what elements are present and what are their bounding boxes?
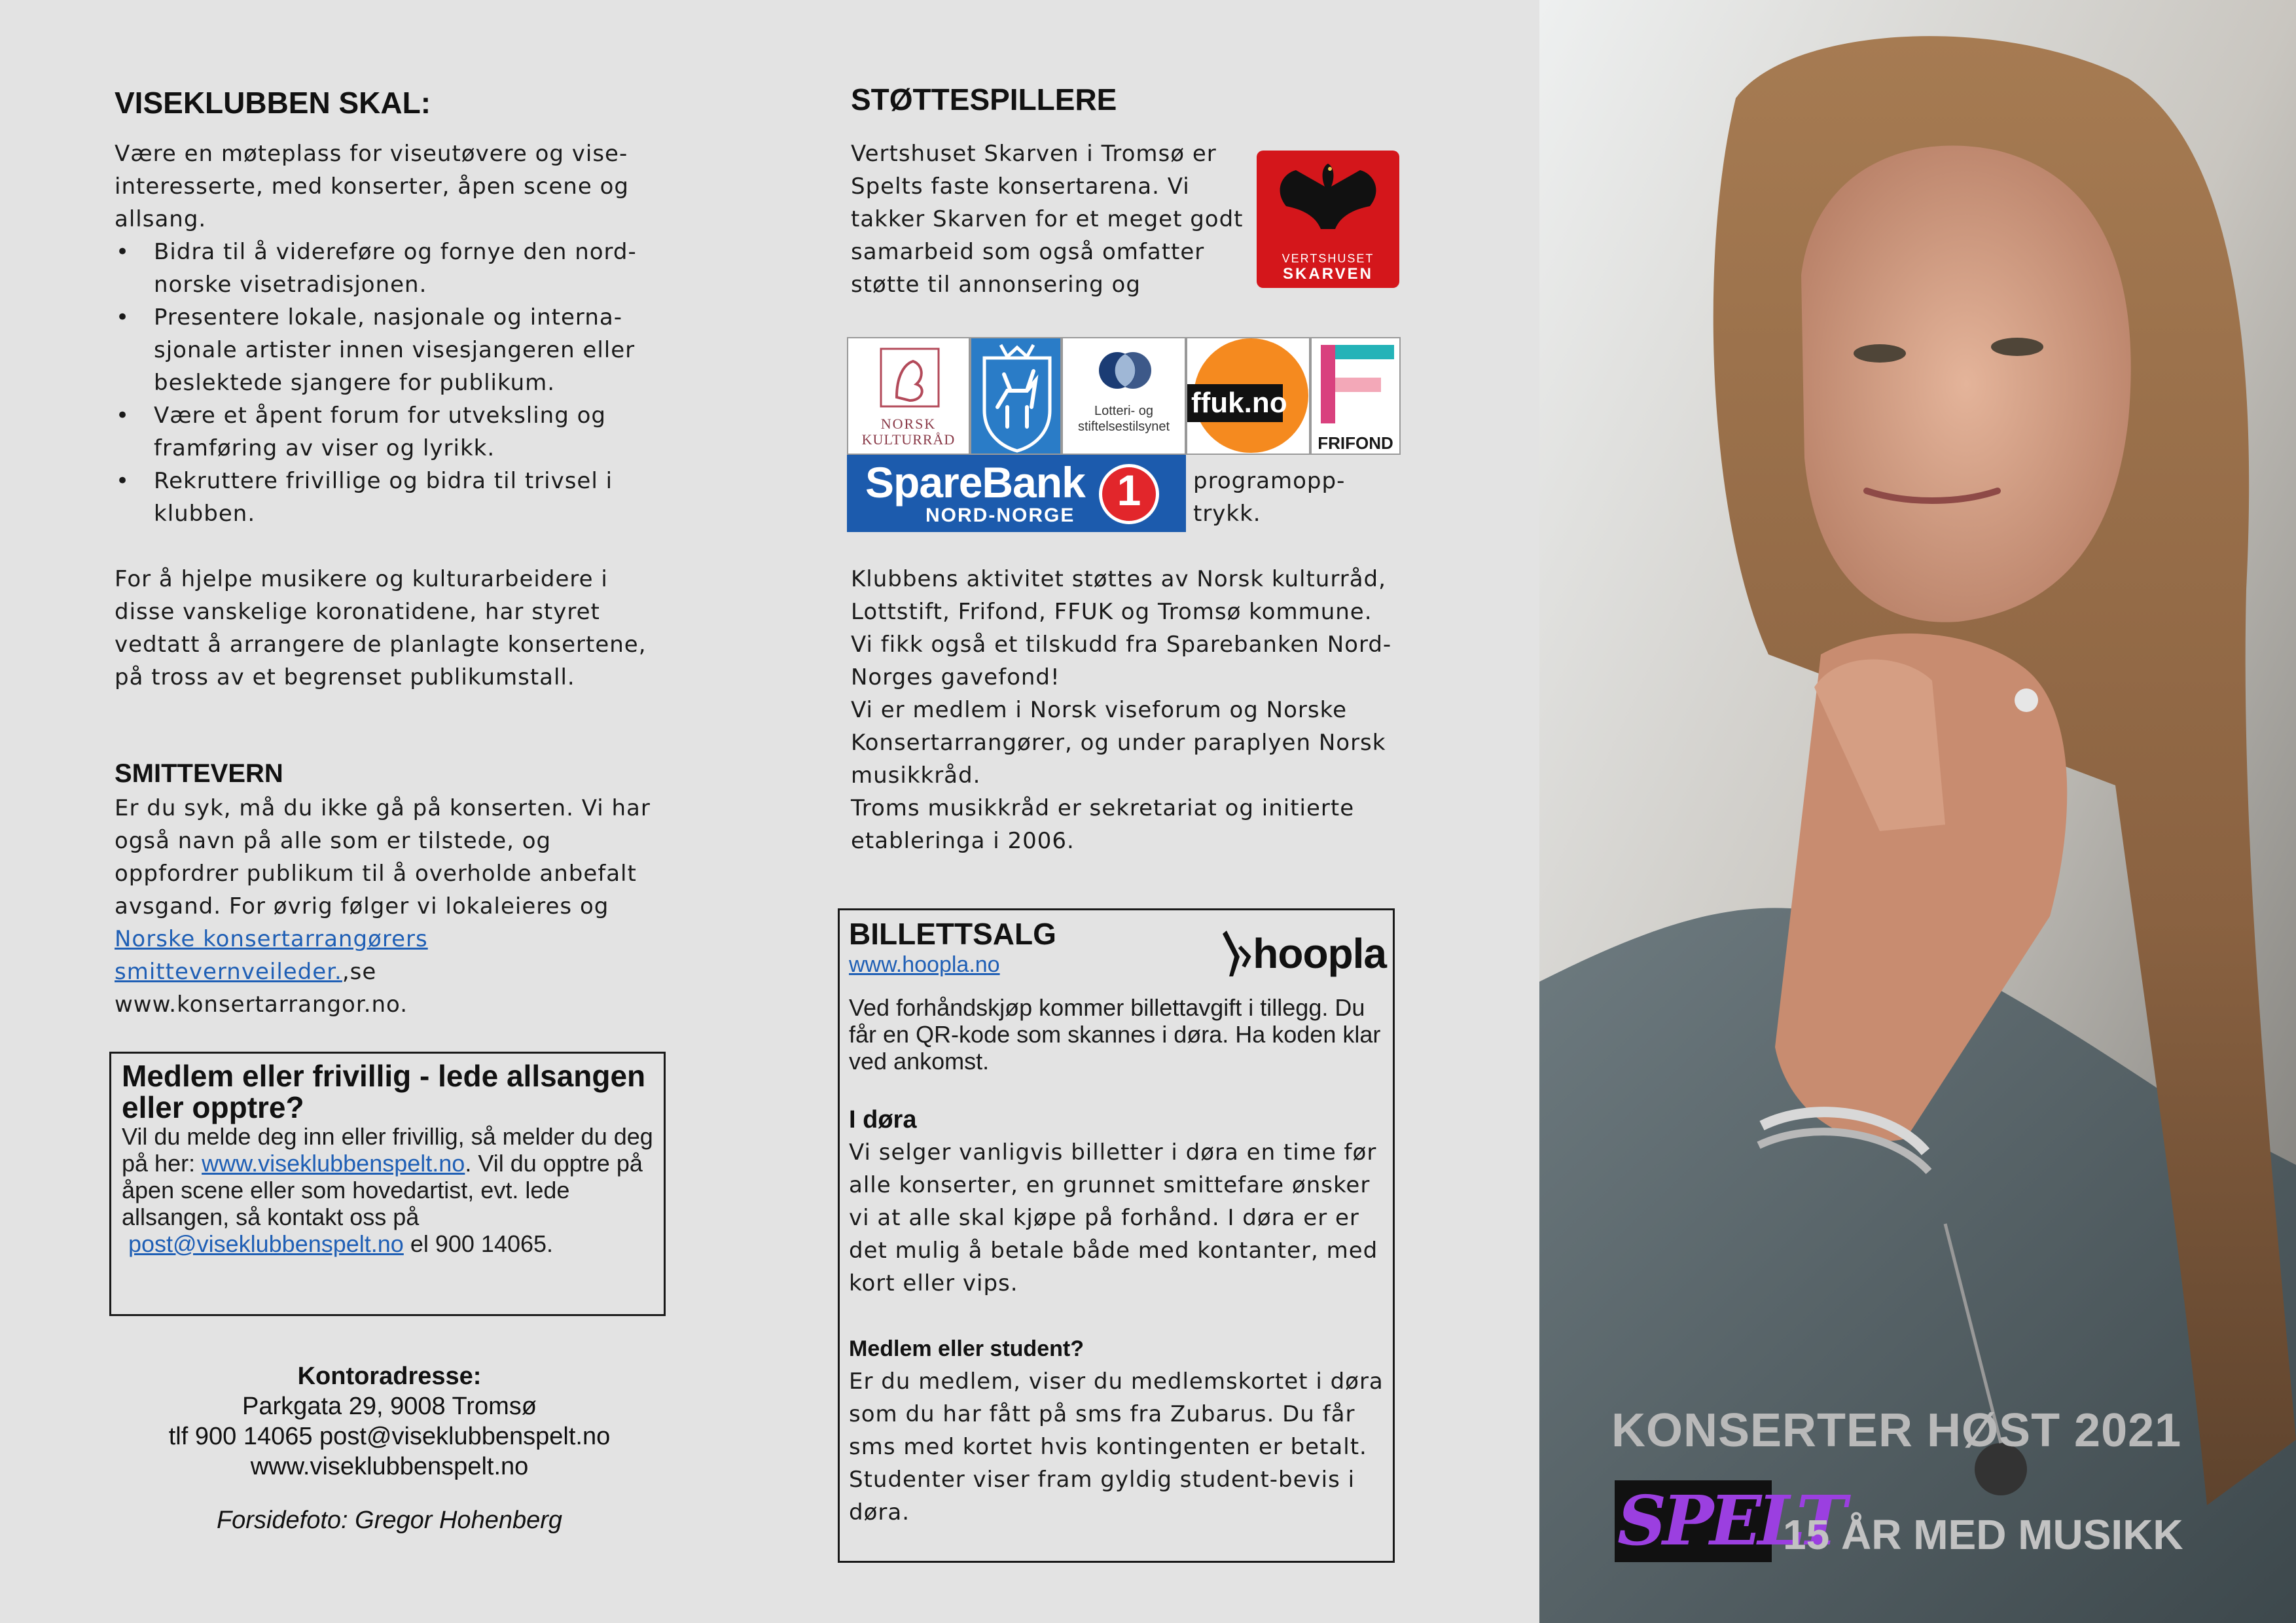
member-text-3: el 900 14065. — [403, 1230, 554, 1257]
troms-musikkrad-text: Troms musikkråd er sekretariat og initierte etableringa i 2006. — [851, 795, 1355, 854]
support-text: Klubbens aktivitet støttes av Norsk kulturråd, Lottstift, Frifond, FFUK og Tromsø kommune. Vi fikk også et tilskudd fra Sparebanken Nord-Norges gavefond! — [851, 566, 1392, 690]
kulturrad-text-1: NORSK — [880, 416, 937, 432]
student-heading: Medlem eller student? — [849, 1336, 1084, 1361]
reindeer-crest-icon — [971, 338, 1062, 455]
hoopla-mark-icon — [1220, 927, 1253, 980]
ffuk-text: ffuk.no — [1187, 384, 1283, 422]
signup-link[interactable]: www.viseklubbenspelt.no — [202, 1150, 465, 1177]
cover-portrait-image — [1539, 0, 2296, 1623]
section-heading-smittevern: SMITTEVERN — [115, 759, 283, 788]
frifond-logo — [1310, 337, 1401, 455]
lotteri-text-2: stiftelsestilsynet — [1077, 419, 1170, 434]
smittevern-tail: ,se www.konsertarrangor.no. — [115, 959, 408, 1018]
office-line: www.viseklubbenspelt.no — [250, 1453, 529, 1480]
cormorant-bird-icon — [1257, 151, 1399, 249]
goals-list — [115, 236, 651, 530]
member-text-2: . Vil du opptre på åpen scene eller som hovedartist, evt. lede allsangen, så kontakt oss på — [122, 1150, 643, 1230]
lotteri-circles-icon — [1092, 348, 1158, 393]
ticket-heading: BILLETTSALG — [849, 917, 1056, 951]
lotteri-text-1: Lotteri- og — [1094, 404, 1154, 418]
spelt-logo-text: SPELT — [1617, 1480, 1843, 1561]
frifond-f-icon — [1312, 338, 1401, 430]
sponsor-tail-text: programopp-trykk. — [1193, 468, 1346, 527]
frifond-text: FRIFOND — [1318, 433, 1393, 453]
tromso-kommune-logo — [970, 337, 1062, 455]
sponsor-paragraph: Vertshuset Skarven i Tromsø er Spelts faste konsertarena. Vi takker Skarven for et meget godt samarbeid som også omfatter støtte til annonsering og — [851, 141, 1244, 298]
list-item: • Være et åpent forum for utveksling og framføring av viser og lyrikk. — [115, 399, 651, 465]
member-box-heading: Medlem eller frivillig - lede allsangen eller opptre? — [122, 1059, 646, 1124]
ticket-box — [838, 908, 1395, 1563]
email-link[interactable]: post@viseklubbenspelt.no — [128, 1230, 404, 1257]
office-heading: Kontoradresse: — [297, 1363, 482, 1390]
skarven-logo-text-1: VERTSHUSET — [1282, 252, 1374, 265]
cover-photo — [1539, 0, 2296, 1623]
intro-paragraph — [115, 137, 651, 530]
norsk-kulturrad-logo — [847, 337, 970, 455]
skarven-logo-text-2: SKARVEN — [1283, 265, 1373, 283]
door-text: Vi selger vanligvis billetter i døra en time før alle konserter, en grunnet smittefare ønsker vi at alle skal kjøpe på forhånd. I døra er er det mulig å betale både med kontanter, med kort eller vips. — [849, 1139, 1378, 1296]
ffuk-logo — [1186, 337, 1310, 455]
member-box — [109, 1052, 666, 1316]
hoopla-link[interactable]: www.hoopla.no — [849, 952, 1000, 977]
ticket-paragraph: Ved forhåndskjøp kommer billettavgift i tillegg. Du får en QR-kode som skannes i døra. Ha koden klar ved ankomst. — [849, 994, 1381, 1075]
spelt-logo — [1615, 1480, 1843, 1562]
kulturrad-emblem-icon — [877, 345, 942, 410]
sparebank-text-1: SpareBank — [865, 458, 1085, 507]
list-item: • Presentere lokale, nasjonale og interna-sjonale artister innen visesjangeren eller beslektede sjangere for publikum. — [115, 301, 651, 399]
door-heading: I døra — [849, 1106, 917, 1133]
sparebank-logo — [847, 455, 1186, 532]
cover-title: KONSERTER HØST 2021 — [1611, 1404, 2182, 1457]
list-item: • Rekruttere frivillige og bidra til trivsel i klubben. — [115, 465, 651, 530]
lotteri-stiftelsestilsynet-logo — [1062, 337, 1186, 455]
smittevern-guide-link[interactable]: Norske konsertarrangørers smittevernveileder. — [115, 926, 428, 985]
support-paragraph — [851, 563, 1401, 857]
kulturrad-text-2: KULTURRÅD — [861, 431, 956, 448]
office-line: Parkgata 29, 9008 Tromsø — [242, 1393, 537, 1420]
office-address — [115, 1361, 664, 1535]
skarven-logo — [1257, 151, 1399, 288]
hoopla-logo — [1220, 927, 1386, 980]
photo-credit: Forsidefoto: Gregor Hohenberg — [216, 1507, 563, 1534]
sparebank-one-number: 1 — [1117, 466, 1141, 514]
section-heading-stottespillere: STØTTESPILLERE — [851, 82, 1117, 116]
smittevern-paragraph — [115, 792, 658, 1021]
intro-text: Være en møteplass for viseutøvere og vise-interesserte, med konserter, åpen scene og allsang. — [115, 141, 629, 232]
member-text-1: Vil du melde deg inn eller frivillig, så melder du deg på her: — [122, 1123, 653, 1177]
smittevern-text: Er du syk, må du ikke gå på konserten. Vi har også navn på alle som er tilstede, og oppfordrer publikum til å overholde anbefalt avsgand. For øvrig følger vi lokaleieres og — [115, 795, 651, 919]
cover-subtitle: 15 ÅR MED MUSIKK — [1783, 1511, 2183, 1558]
sparebank-text-2: NORD-NORGE — [925, 505, 1075, 526]
membership-text: Vi er medlem i Norsk viseforum og Norske Konsertarrangører, og under paraplyen Norsk musikkråd. — [851, 697, 1386, 789]
hoopla-logo-text: hoopla — [1253, 930, 1386, 977]
list-item: • Bidra til å videreføre og fornye den nord-norske visetradisjonen. — [115, 236, 651, 301]
corona-paragraph: For å hjelpe musikere og kulturarbeidere i disse vanskelige koronatidene, har styret vedtatt å arrangere de planlagte konsertene, på tross av et begrenset publikumstall. — [115, 566, 647, 690]
section-heading-viseklubben: VISEKLUBBEN SKAL: — [115, 86, 431, 120]
member-box-text — [122, 1123, 653, 1257]
office-line: tlf 900 14065 post@viseklubbenspelt.no — [168, 1423, 611, 1450]
student-text: Er du medlem, viser du medlemskortet i døra som du har fått på sms fra Zubarus. Du får sms med kortet hvis kontingenten er betalt. Studenter viser fram gyldig student-bevis i døra. — [849, 1368, 1384, 1525]
